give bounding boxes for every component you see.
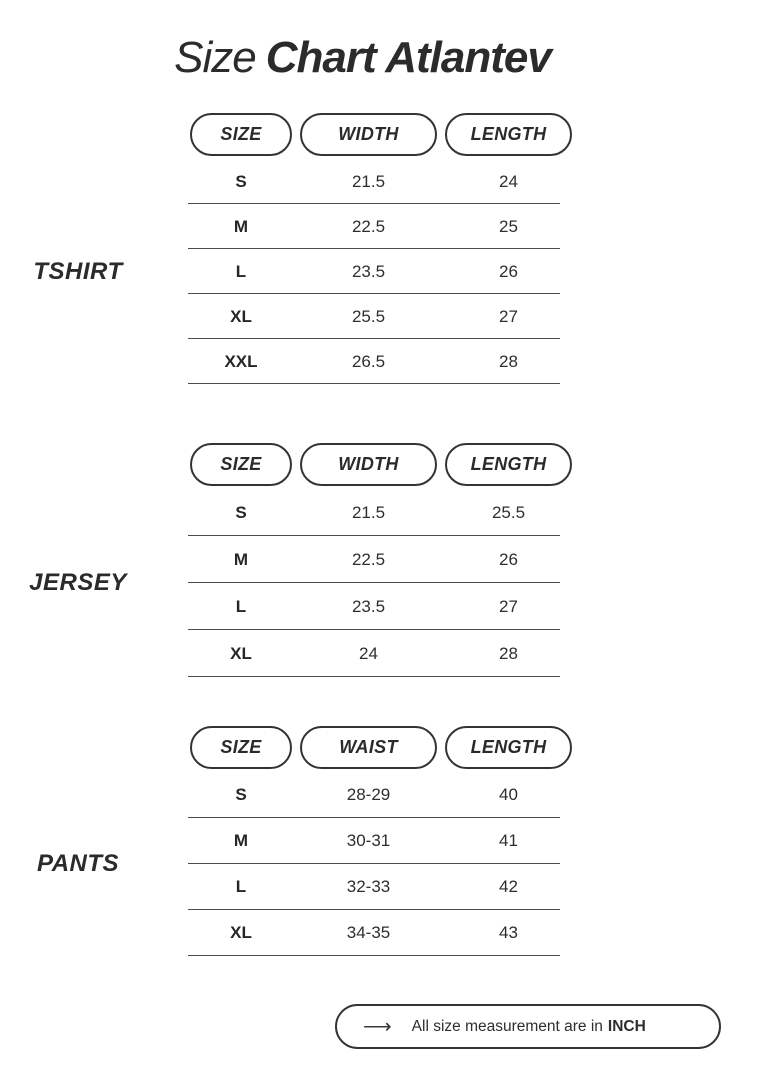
waist-cell: 34-35	[346, 923, 391, 943]
header-pill-size: SIZE	[190, 113, 292, 156]
table-row	[186, 249, 576, 294]
header-pill-width: WIDTH	[300, 113, 437, 156]
table-row	[186, 772, 576, 818]
size-cell: XL	[230, 643, 252, 663]
length-cell: 24	[499, 171, 518, 191]
table-row	[186, 339, 576, 384]
size-cell: S	[235, 171, 247, 191]
width-cell: 23.5	[351, 596, 386, 616]
table-row	[186, 818, 576, 864]
page-title	[0, 33, 763, 84]
table-row	[186, 864, 576, 910]
size-cell: XXL	[224, 351, 258, 371]
size-cell: S	[235, 502, 247, 522]
table-row	[186, 536, 576, 583]
table-row	[186, 159, 576, 204]
width-cell: 22.5	[351, 549, 386, 569]
header-pill-size: SIZE	[190, 443, 292, 486]
table-row	[186, 294, 576, 339]
length-cell: 27	[499, 596, 518, 616]
table-row	[186, 910, 576, 956]
measurement-unit: INCH	[607, 1017, 646, 1035]
waist-cell: 30-31	[346, 831, 391, 851]
jersey-header-row	[186, 443, 576, 486]
tshirt-label: TSHIRT	[33, 257, 123, 285]
length-cell: 25.5	[491, 502, 526, 522]
length-cell: 26	[499, 549, 518, 569]
length-cell: 28	[499, 351, 518, 371]
page-title-bold: Chart Atlantev	[265, 33, 551, 82]
table-row	[186, 489, 576, 536]
measurement-note-pill	[335, 1004, 721, 1049]
pants-section	[0, 726, 763, 956]
length-cell: 26	[499, 261, 518, 281]
right-arrow-icon: ⟶	[363, 1015, 392, 1038]
width-cell: 25.5	[351, 306, 386, 326]
size-cell: XL	[230, 923, 252, 943]
waist-cell: 28-29	[346, 785, 391, 805]
measurement-note-text	[412, 1018, 646, 1036]
size-cell: M	[233, 831, 249, 851]
tshirt-table	[186, 113, 576, 384]
length-cell: 25	[499, 216, 518, 236]
pants-table	[186, 726, 576, 956]
size-cell: L	[235, 596, 247, 616]
waist-cell: 32-33	[346, 877, 391, 897]
tshirt-header-row	[186, 113, 576, 156]
header-pill-length: LENGTH	[445, 726, 572, 769]
width-cell: 22.5	[351, 216, 386, 236]
width-cell: 26.5	[351, 351, 386, 371]
width-cell: 24	[359, 643, 378, 663]
table-row	[186, 630, 576, 677]
jersey-label: JERSEY	[29, 569, 127, 597]
length-cell: 27	[499, 306, 518, 326]
pants-label: PANTS	[36, 850, 120, 878]
table-row	[186, 583, 576, 630]
jersey-section	[0, 443, 763, 677]
tshirt-section	[0, 113, 763, 384]
size-cell: M	[233, 549, 249, 569]
width-cell: 21.5	[351, 171, 386, 191]
length-cell: 41	[499, 831, 518, 851]
length-cell: 43	[499, 923, 518, 943]
width-cell: 21.5	[351, 502, 386, 522]
header-pill-size: SIZE	[190, 726, 292, 769]
size-cell: XL	[230, 306, 252, 326]
length-cell: 28	[499, 643, 518, 663]
page-title-light: Size	[174, 33, 256, 82]
length-cell: 42	[499, 877, 518, 897]
header-pill-length: LENGTH	[445, 443, 572, 486]
length-cell: 40	[499, 785, 518, 805]
table-row	[186, 204, 576, 249]
header-pill-waist: WAIST	[300, 726, 437, 769]
jersey-table	[186, 443, 576, 677]
width-cell: 23.5	[351, 261, 386, 281]
header-pill-width: WIDTH	[300, 443, 437, 486]
size-cell: S	[235, 785, 247, 805]
size-cell: M	[233, 216, 249, 236]
pants-header-row	[186, 726, 576, 769]
size-cell: L	[235, 877, 247, 897]
size-cell: L	[235, 261, 247, 281]
measurement-note-body: All size measurement are in	[411, 1017, 603, 1035]
header-pill-length: LENGTH	[445, 113, 572, 156]
